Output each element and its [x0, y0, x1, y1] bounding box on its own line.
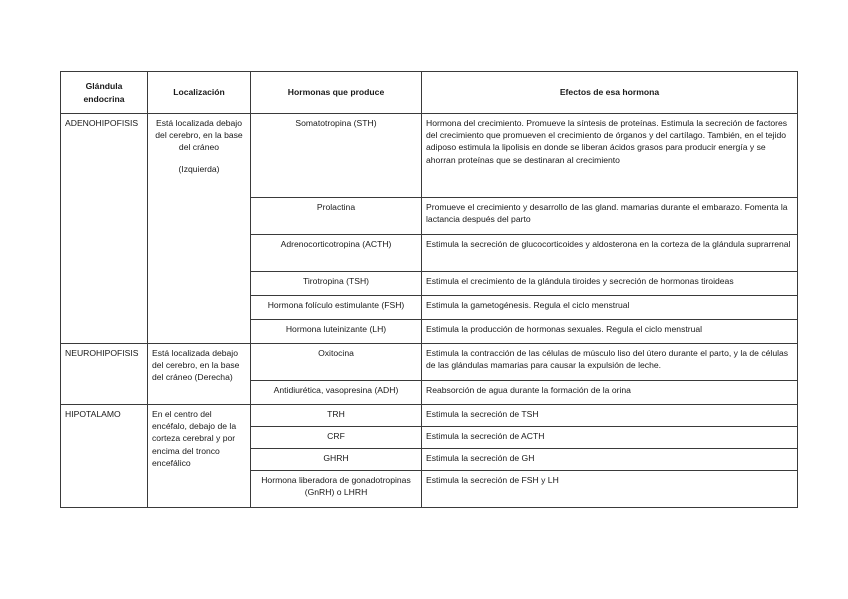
header-row: [61, 72, 798, 114]
gland-hipotalamo: HIPOTALAMO: [61, 405, 148, 508]
location-adeno-text: Está localizada debajo del cerebro, en la base del cráneo: [155, 118, 243, 153]
hormone-cell: Oxitocina: [251, 344, 422, 381]
table-row: [61, 114, 798, 198]
effect-cell: Reabsorción de agua durante la formación de la orina: [422, 381, 798, 405]
hormone-cell: Hormona folículo estimulante (FSH): [251, 296, 422, 320]
header-effects: Efectos de esa hormona: [422, 72, 798, 114]
effect-cell: Estimula la secreción de ACTH: [422, 427, 798, 449]
hormone-cell: Hormona liberadora de gonadotropinas (GnRH) o LHRH: [251, 471, 422, 508]
hormone-cell: Antidiurética, vasopresina (ADH): [251, 381, 422, 405]
effect-cell: Estimula la secreción de FSH y LH: [422, 471, 798, 508]
table-row: [61, 405, 798, 427]
gland-adenohipofisis: ADENOHIPOFISIS: [61, 114, 148, 344]
hormone-cell: Adrenocorticotropina (ACTH): [251, 235, 422, 272]
hormone-cell: Prolactina: [251, 198, 422, 235]
location-adenohipofisis: [148, 114, 251, 344]
effect-cell: Estimula la secreción de TSH: [422, 405, 798, 427]
header-gland: Glándula endocrina: [61, 72, 148, 114]
hormone-cell: CRF: [251, 427, 422, 449]
glands-table: [60, 71, 798, 508]
hormone-cell: GHRH: [251, 449, 422, 471]
effect-cell: Estimula el crecimiento de la glándula tiroides y secreción de hormonas tiroideas: [422, 272, 798, 296]
hormone-cell: Hormona luteinizante (LH): [251, 320, 422, 344]
header-hormones: Hormonas que produce: [251, 72, 422, 114]
table-row: [61, 344, 798, 381]
hormone-cell: Somatotropina (STH): [251, 114, 422, 198]
effect-cell: Estimula la secreción de GH: [422, 449, 798, 471]
effect-cell: Hormona del crecimiento. Promueve la síntesis de proteínas. Estimula la secreción de factores del crecimiento que promueven el crecimiento de órganos y del cartílago. También, en el tejido adiposo estimula la lipolisis en donde se liberan ácidos grasos para producir energía y se ahorran proteínas que se destinaran al crecimiento: [422, 114, 798, 198]
location-adeno-side: (Izquierda): [178, 163, 220, 174]
hormone-cell: TRH: [251, 405, 422, 427]
gland-neurohipofisis: NEUROHIPOFISIS: [61, 344, 148, 405]
effect-cell: Promueve el crecimiento y desarrollo de las gland. mamarias durante el embarazo. Fomenta la lactancia después del parto: [422, 198, 798, 235]
location-hipotalamo: En el centro del encéfalo, debajo de la corteza cerebral y por encima del tronco encefálico: [148, 405, 251, 508]
effect-cell: Estimula la producción de hormonas sexuales. Regula el ciclo menstrual: [422, 320, 798, 344]
header-location: Localización: [148, 72, 251, 114]
effect-cell: Estimula la secreción de glucocorticoides y aldosterona en la corteza de la glándula suprarrenal: [422, 235, 798, 272]
effect-cell: Estimula la gametogénesis. Regula el ciclo menstrual: [422, 296, 798, 320]
location-neurohipofisis: Está localizada debajo del cerebro, en la base del cráneo (Derecha): [148, 344, 251, 405]
effect-cell: Estimula la contracción de las células de músculo liso del útero durante el parto, y la de células de las glándulas mamarias para causar la expulsión de leche.: [422, 344, 798, 381]
hormone-cell: Tirotropina (TSH): [251, 272, 422, 296]
